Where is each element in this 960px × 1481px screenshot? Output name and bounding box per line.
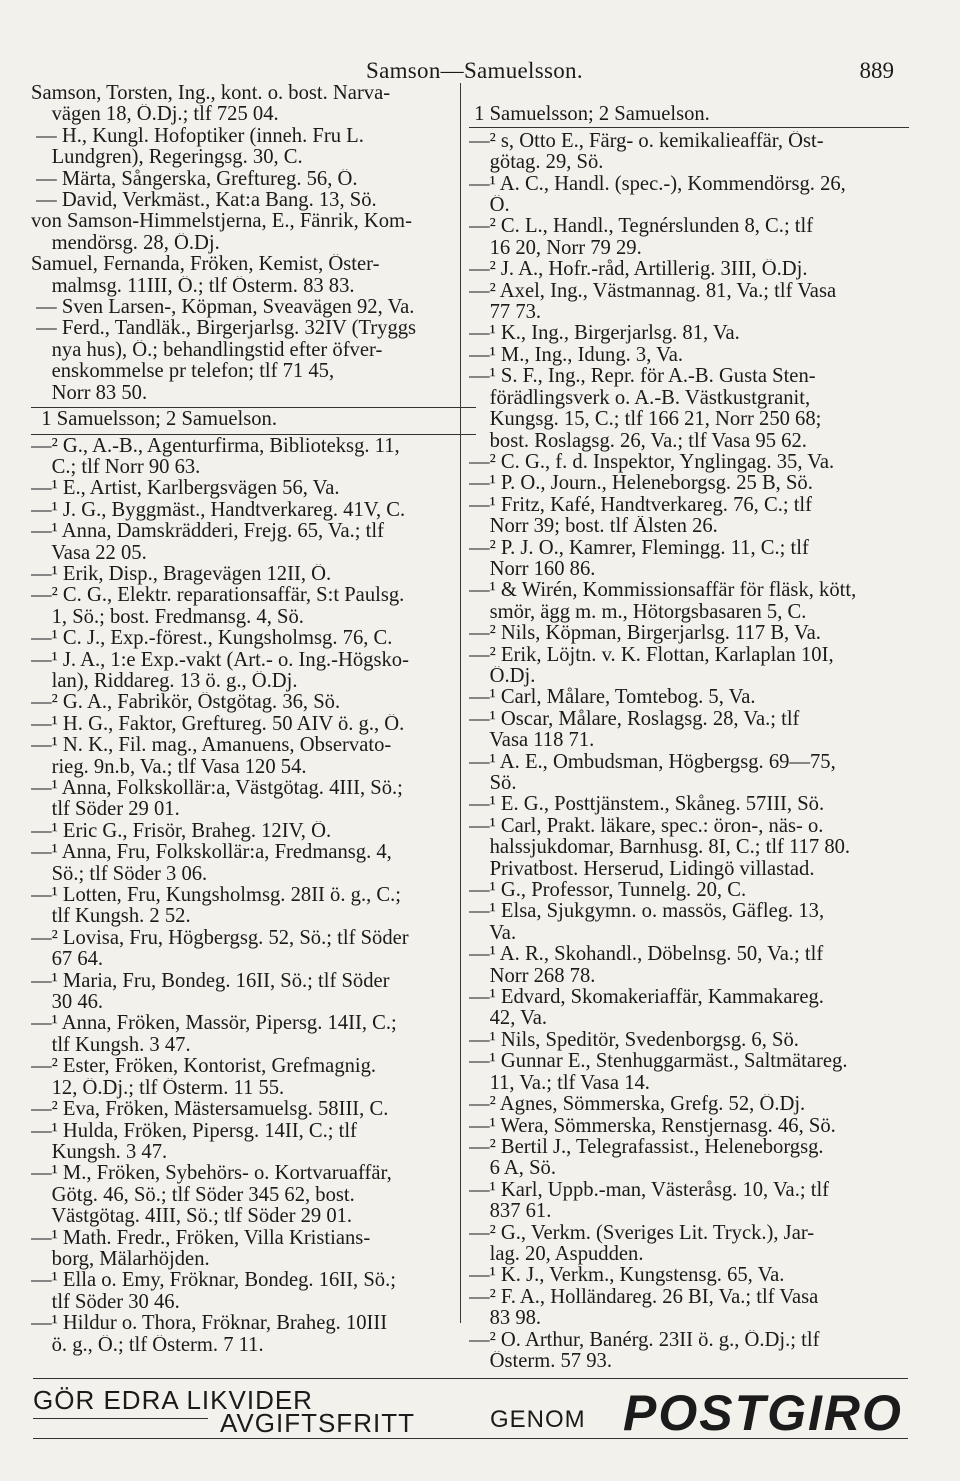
- left-entry-line: Götg. 46, Sö.; tlf Söder 345 62, bost.: [31, 1184, 355, 1206]
- left-entry-line: —¹ C. J., Exp.-förest., Kungsholmsg. 76, C.: [31, 628, 393, 650]
- left-entry-line: tlf Söder 30 46.: [31, 1291, 180, 1313]
- left-entry-line: tlf Kungsh. 3 47.: [31, 1034, 191, 1056]
- left-entry-line: — Ferd., Tandläk., Birgerjarlsg. 32IV (Tryggs: [31, 318, 417, 340]
- right-entry-line: —¹ S. F., Ing., Repr. för A.-B. Gusta Sten-: [469, 366, 816, 388]
- ad-brand-logo: POSTGIRO: [623, 1385, 903, 1441]
- right-entry-line: —¹ K., Ing., Birgerjarlsg. 81, Va.: [469, 323, 740, 345]
- left-entry-line: —¹ Maria, Fru, Bondeg. 16II, Sö.; tlf Söder: [31, 970, 390, 992]
- right-entry-line: Kungsg. 15, C.; tlf 166 21, Norr 250 68;: [469, 409, 822, 431]
- left-entry-line: —² Eva, Fröken, Mästersamuelsg. 58III, C.: [31, 1099, 389, 1121]
- left-entry-line: —¹ Anna, Folkskollär:a, Västgötag. 4III, Sö.;: [31, 778, 403, 799]
- right-entry-line: —² C. L., Handl., Tegnérslunden 8, C.; tlf: [469, 216, 814, 238]
- right-entry-line: lag. 20, Aspudden.: [469, 1243, 644, 1265]
- left-entry-line: —¹ E., Artist, Karlbergsvägen 56, Va.: [31, 478, 340, 500]
- left-entry-line: —¹ J. A., 1:e Exp.-vakt (Art.- o. Ing.-Högsko-: [31, 649, 409, 671]
- right-entry-line: 837 61.: [469, 1201, 552, 1223]
- footer-rule-mid: [33, 1418, 208, 1419]
- right-entry-line: —² Nils, Köpman, Birgerjarlsg. 117 B, Va.: [469, 623, 821, 645]
- column-divider: [460, 83, 461, 1323]
- right-entry-line: —² F. A., Holländareg. 26 BI, Va.; tlf Vasa: [469, 1286, 819, 1308]
- left-entry-line: Lundgren), Regeringsg. 30, C.: [31, 147, 303, 169]
- right-entry-line: —¹ G., Professor, Tunnelg. 20, C.: [469, 880, 747, 902]
- right-entry-line: —¹ Edvard, Skomakeriaffär, Kammakareg.: [469, 987, 824, 1009]
- left-entry-line: rieg. 9n.b, Va.; tlf Vasa 120 54.: [31, 756, 307, 778]
- left-entry-line: Sö.; tlf Söder 3 06.: [31, 863, 208, 885]
- running-title: Samson—Samuelsson.: [366, 58, 583, 83]
- left-entry-line: borg, Mälarhöjden.: [31, 1248, 210, 1270]
- left-entry-line: —¹ Hulda, Fröken, Pipersg. 14II, C.; tlf: [31, 1120, 357, 1142]
- right-entry-line: —² C. G., f. d. Inspektor, Ynglingag. 35, Va.: [469, 451, 835, 473]
- left-entry-line: Kungsh. 3 47.: [31, 1141, 168, 1163]
- left-entry-line: —¹ Math. Fredr., Fröken, Villa Kristians-: [31, 1227, 371, 1249]
- right-entry-line: Norr 160 86.: [469, 558, 596, 580]
- right-entry-line: —² P. J. O., Kamrer, Flemingg. 11, C.; tlf: [469, 537, 809, 559]
- right-entry-line: smör, ägg m. m., Hötorgsbasaren 5, C.: [469, 601, 807, 623]
- right-entry-line: 83 98.: [469, 1308, 542, 1330]
- right-entry-line: —² Erik, Löjtn. v. K. Flottan, Karlaplan 10I,: [469, 644, 834, 666]
- right-entry-line: —¹ Nils, Speditör, Svedenborgsg. 6, Sö.: [469, 1029, 799, 1051]
- right-entry-line: —¹ & Wirén, Kommissionsaffär för fläsk, kött,: [469, 580, 857, 602]
- right-entry-line: —¹ Carl, Målare, Tomtebog. 5, Va.: [469, 687, 756, 709]
- left-entry-line: 12, Ö.Dj.; tlf Österm. 11 55.: [31, 1077, 285, 1099]
- left-entry-line: — Märta, Sångerska, Greftureg. 56, Ö.: [31, 168, 358, 190]
- right-entry-line: Vasa 118 71.: [469, 730, 595, 752]
- right-entry-line: —² G., Verkm. (Sveriges Lit. Tryck.), Jar-: [469, 1222, 815, 1244]
- page-number: 889: [859, 58, 894, 83]
- right-entry-line: —² J. A., Hofr.-råd, Artillerig. 3III, Ö.Dj.: [469, 259, 808, 281]
- left-entry-line: Vasa 22 05.: [31, 542, 147, 564]
- right-entry-line: —¹ Karl, Uppb.-man, Västeråsg. 10, Va.; tlf: [469, 1179, 830, 1201]
- left-entry-line: —¹ M., Fröken, Sybehörs- o. Kortvaruaffär,: [31, 1163, 392, 1185]
- right-entry-line: Privatbost. Herserud, Lidingö villastad.: [469, 858, 815, 880]
- right-entry-line: —² Agnes, Sömmerska, Grefg. 52, Ö.Dj.: [469, 1094, 806, 1116]
- left-column: [31, 83, 476, 1356]
- left-entry-line: —¹ Anna, Damskrädderi, Frejg. 65, Va.; tlf: [31, 521, 384, 543]
- right-entry-line: Norr 39; bost. tlf Älsten 26.: [469, 516, 718, 538]
- left-entry-line: 30 46.: [31, 992, 104, 1014]
- right-entry-line: halssjukdomar, Barnhusg. 8I, C.; tlf 117 80.: [469, 837, 851, 859]
- left-entry-line: nya hus), Ö.; behandlingstid efter öfver-: [31, 339, 383, 361]
- left-entry-line: — Sven Larsen-, Köpman, Sveavägen 92, Va.: [31, 297, 415, 319]
- left-entry-line: C.; tlf Norr 90 63.: [31, 456, 201, 478]
- left-entry-line: malmsg. 11III, Ö.; tlf Österm. 83 83.: [31, 275, 355, 297]
- right-entry-line: —² O. Arthur, Banérg. 23II ö. g., Ö.Dj.; tlf: [469, 1329, 820, 1351]
- right-entry-line: —¹ M., Ing., Idung. 3, Va.: [469, 344, 684, 366]
- left-entry-line: — H., Kungl. Hofoptiker (inneh. Fru L.: [31, 125, 364, 147]
- right-entry-line: Ö.: [469, 195, 510, 217]
- right-entry-line: 1 Samuelsson; 2 Samuelson.: [469, 104, 909, 127]
- left-entry-line: Samuel, Fernanda, Fröken, Kemist, Öster-: [31, 254, 380, 276]
- left-entry-line: enskommelse pr telefon; tlf 71 45,: [31, 361, 335, 383]
- ad-line-1: GÖR EDRA LIKVIDER: [33, 1385, 313, 1415]
- right-entry-line: 42, Va.: [469, 1008, 547, 1030]
- left-entry-line: —¹ Hildur o. Thora, Fröknar, Braheg. 10III: [31, 1313, 388, 1335]
- left-entry-line: tlf Söder 29 01.: [31, 799, 180, 821]
- right-entry-line: Sö.: [469, 773, 517, 794]
- right-entry-line: götag. 29, Sö.: [469, 152, 604, 174]
- right-column: [469, 83, 909, 1372]
- right-entry-line: 11, Va.; tlf Vasa 14.: [469, 1072, 650, 1094]
- footer-rule-bottom: [33, 1438, 908, 1439]
- right-entry-line: —¹ E. G., Posttjänstem., Skåneg. 57III, Sö.: [469, 794, 825, 816]
- left-entry-line: 67 64.: [31, 949, 104, 971]
- right-entry-line: —² Axel, Ing., Västmannag. 81, Va.; tlf Vasa: [469, 280, 837, 302]
- left-entry-line: vägen 18, Ö.Dj.; tlf 725 04.: [31, 104, 279, 126]
- right-entry-line: —¹ Elsa, Sjukgymn. o. massös, Gäfleg. 13,: [469, 901, 825, 923]
- advertisement-footer: [25, 1378, 905, 1440]
- right-entry-line: —¹ P. O., Journ., Heleneborgsg. 25 B, Sö.: [469, 473, 813, 495]
- left-entry-line: mendörsg. 28, Ö.Dj.: [31, 232, 220, 254]
- right-entry-line: 6 A, Sö.: [469, 1158, 556, 1180]
- right-entry-line: —¹ Gunnar E., Stenhuggarmäst., Saltmätareg.: [469, 1051, 848, 1073]
- left-entry-line: —¹ Anna, Fru, Folkskollär:a, Fredmansg. 4,: [31, 842, 392, 864]
- left-entry-line: — David, Verkmäst., Kat:a Bang. 13, Sö.: [31, 190, 377, 212]
- left-entry-line: —¹ Anna, Fröken, Massör, Pipersg. 14II, C.;: [31, 1013, 397, 1035]
- right-entry-line: [469, 83, 909, 104]
- right-entry-line: —¹ Wera, Sömmerska, Renstjernasg. 46, Sö.: [469, 1115, 836, 1137]
- left-entry-line: ö. g., Ö.; tlf Österm. 7 11.: [31, 1334, 264, 1356]
- left-entry-line: Norr 83 50.: [31, 382, 148, 404]
- left-entry-line: —¹ J. G., Byggmäst., Handtverkareg. 41V, C.: [31, 499, 406, 521]
- right-entry-line: —¹ Oscar, Målare, Roslagsg. 28, Va.; tlf: [469, 708, 800, 730]
- right-entry-line: —² s, Otto E., Färg- o. kemikalieaffär, Öst-: [469, 130, 824, 152]
- left-entry-line: lan), Riddareg. 13 ö. g., Ö.Dj.: [31, 670, 298, 692]
- right-entry-line: Va.: [469, 922, 517, 944]
- left-entry-line: Västgötag. 4III, Sö.; tlf Söder 29 01.: [31, 1206, 353, 1228]
- right-entry-line: Norr 268 78.: [469, 965, 596, 987]
- left-entry-line: —¹ Erik, Disp., Bragevägen 12II, Ö.: [31, 563, 332, 585]
- right-entry-line: förädlingsverk o. A.-B. Västkustgranit,: [469, 387, 811, 409]
- left-entry-line: —² Ester, Fröken, Kontorist, Grefmagnig.: [31, 1056, 377, 1078]
- left-entry-line: —¹ N. K., Fil. mag., Amanuens, Observato-: [31, 735, 392, 757]
- right-entry-line: —¹ A. C., Handl. (spec.-), Kommendörsg. 26,: [469, 173, 846, 195]
- left-entry-line: 1 Samuelsson; 2 Samuelson.: [31, 407, 476, 430]
- right-entry-line: Österm. 57 93.: [469, 1350, 612, 1372]
- ad-line-3: GENOM: [490, 1406, 586, 1433]
- left-entry-line: Samson, Torsten, Ing., kont. o. bost. Narva-: [31, 83, 391, 104]
- left-entry-line: —¹ Ella o. Emy, Fröknar, Bondeg. 16II, Sö.;: [31, 1270, 396, 1292]
- left-entry-line: —¹ Lotten, Fru, Kungsholmsg. 28II ö. g., C.;: [31, 885, 401, 907]
- left-entry-line: —² G. A., Fabrikör, Östgötag. 36, Sö.: [31, 692, 341, 714]
- left-entry-line: 1, Sö.; bost. Fredmansg. 4, Sö.: [31, 606, 304, 628]
- left-entry-line: tlf Kungsh. 2 52.: [31, 906, 191, 928]
- left-entry-line: —² C. G., Elektr. reparationsaffär, S:t Paulsg.: [31, 585, 405, 607]
- left-entry-line: von Samson-Himmelstjerna, E., Fänrik, Kom-: [31, 211, 412, 233]
- left-entry-line: —² Lovisa, Fru, Högbergsg. 52, Sö.; tlf Söder: [31, 927, 409, 949]
- right-entry-line: bost. Roslagsg. 26, Va.; tlf Vasa 95 62.: [469, 430, 807, 452]
- left-entry-line: —¹ H. G., Faktor, Greftureg. 50 AIV ö. g., Ö.: [31, 713, 405, 735]
- right-entry-line: —¹ K. J., Verkm., Kungstensg. 65, Va.: [469, 1265, 785, 1287]
- right-entry-line: —¹ Carl, Prakt. läkare, spec.: öron-, näs- o.: [469, 815, 824, 837]
- ad-line-2: AVGIFTSFRITT: [220, 1408, 415, 1438]
- right-entry-line: —¹ A. E., Ombudsman, Högbergsg. 69—75,: [469, 751, 836, 773]
- left-entry-line: —¹ Eric G., Frisör, Braheg. 12IV, Ö.: [31, 820, 332, 842]
- right-entry-line: —¹ Fritz, Kafé, Handtverkareg. 76, C.; tlf: [469, 494, 813, 516]
- right-entry-line: 16 20, Norr 79 29.: [469, 237, 642, 259]
- right-entry-line: —² Bertil J., Telegrafassist., Heleneborgsg.: [469, 1136, 824, 1158]
- footer-rule-top: [33, 1378, 908, 1379]
- right-entry-line: 77 73.: [469, 302, 542, 324]
- right-entry-line: —¹ A. R., Skohandl., Döbelnsg. 50, Va.; tlf: [469, 944, 824, 966]
- right-entry-line: Ö.Dj.: [469, 665, 536, 687]
- left-entry-line: —² G., A.-B., Agenturfirma, Biblioteksg. 11,: [31, 434, 476, 457]
